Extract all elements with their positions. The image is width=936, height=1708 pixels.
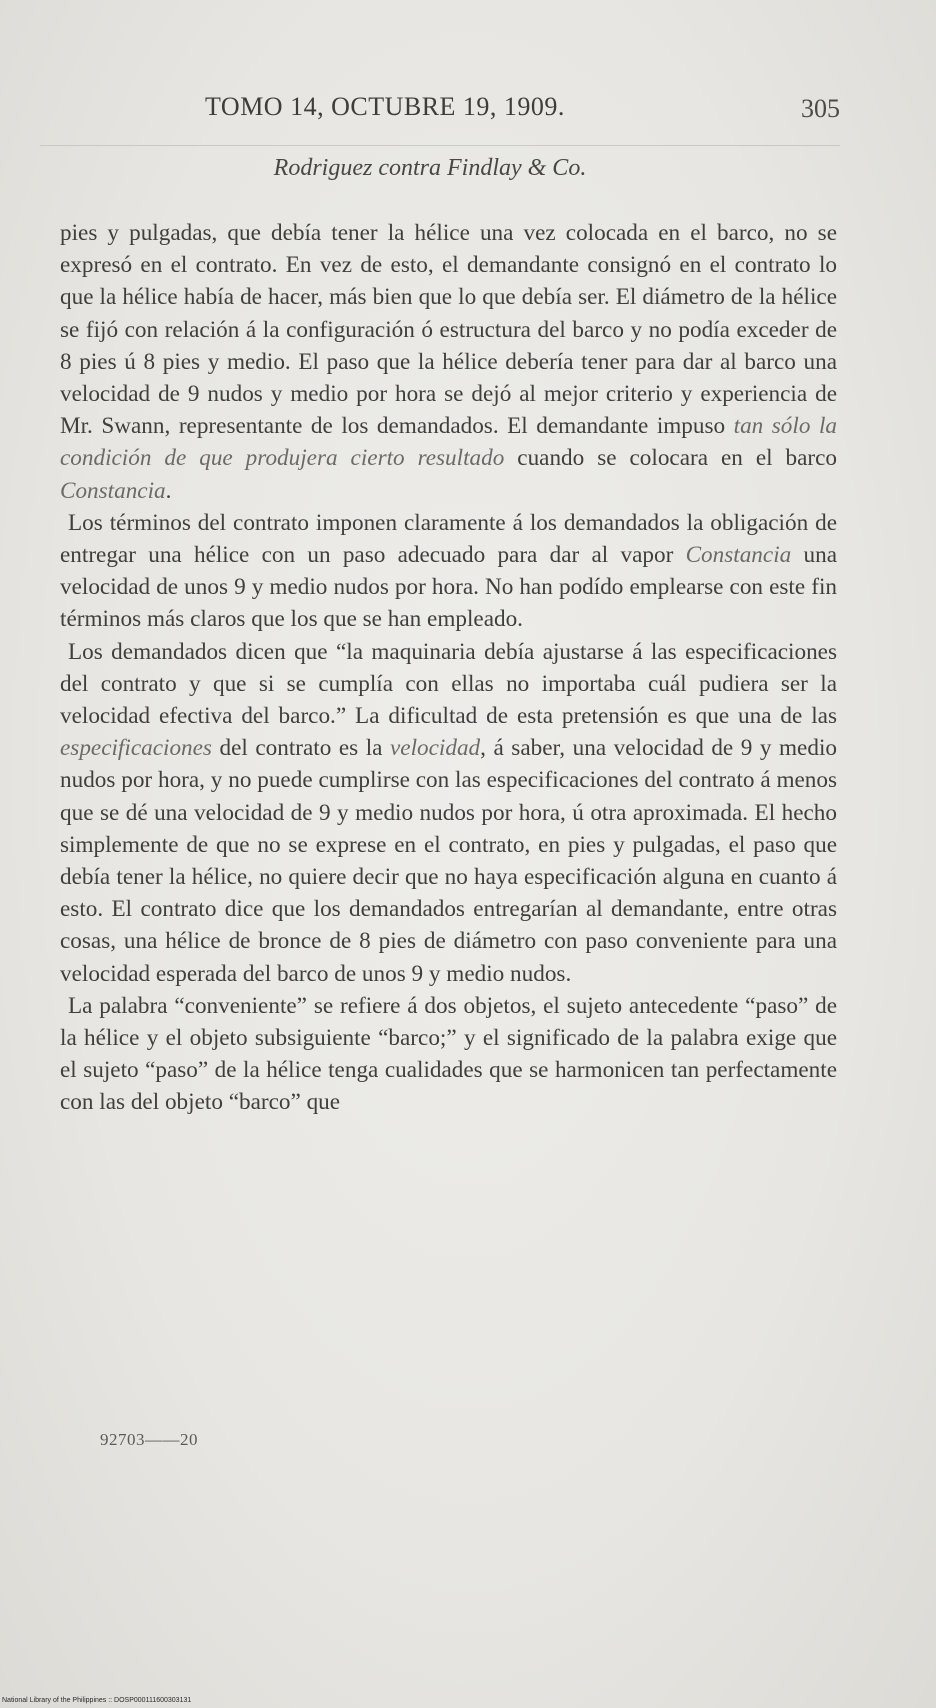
signature-mark: 92703——20 [100, 1430, 198, 1449]
page-number: 305 [801, 94, 840, 123]
paragraph-3: Los demandados dicen que “la maquinaria debía ajustarse á las especificaciones del contrato y que si se cumplía con ellas no importaba cuál pudiera ser la velocidad efectiva del barco.” La dificultad de esta pretensión es que una de las especificaciones del contrato es la velocidad, á saber, una velocidad de 9 y medio nudos por hora, y no puede cumplirse con las especificaciones del contrato á menos que se dé una velocidad de 9 y medio nudos por hora, ú otra aproximada. El hecho simplemente de que no se exprese en el contrato, en pies y pulgadas, el paso que debía tener la hélice, no quiere decir que no haya especificación alguna en cuanto á esto. El contrato dice que los demandados entregarían al demandante, entre otras cosas, una hélice de bronce de 8 pies de diámetro con paso conveniente para una velocidad esperada del barco de unos 9 y medio nudos. [60, 638, 837, 987]
footer-credit: National Library of the Philippines :: DOSP000111600303131 [2, 1697, 192, 1704]
case-title: Rodriguez contra Findlay & Co. [273, 155, 587, 181]
paragraph-1: pies y pulgadas, que debía tener la hélice una vez colocada en el barco, no se expresó en el contrato. En vez de esto, el demandante consignó en el contrato lo que la hélice había de hacer, más bien que lo que debía ser. El diámetro de la hélice se fijó con relación á la configuración ó estructura del barco y no podía exceder de 8 pies ú 8 pies y medio. El paso que la hélice debería tener para dar al barco una velocidad de 9 nudos y medio por hora se dejó al mejor criterio y experiencia de Mr. Swann, representante de los demandados. El demandante impuso tan sólo la condición de que produjera cierto resultado cuando se colocara en el barco Constancia. [60, 220, 838, 504]
header-rule [40, 145, 840, 146]
body-text [60, 217, 837, 1119]
paragraph-4: La palabra “conveniente” se refiere á dos objetos, el sujeto antecedente “paso” de la hélice y el objeto subsiguiente “barco;” y el significado de la palabra exige que el sujeto “paso” de la hélice tenga cualidades que se harmonicen tan perfectamente con las del objeto “barco” que [60, 992, 837, 1116]
running-title: TOMO 14, OCTUBRE 19, 1909. [205, 92, 565, 121]
running-head [60, 92, 840, 132]
paragraph-2: Los términos del contrato imponen claramente á los demandados la obligación de entregar una hélice con un paso adecuado para dar al vapor Constancia una velocidad de unos 9 y medio nudos por hora. No han podído emplearse con este fin términos más claros que los que se han empleado. [60, 509, 837, 633]
